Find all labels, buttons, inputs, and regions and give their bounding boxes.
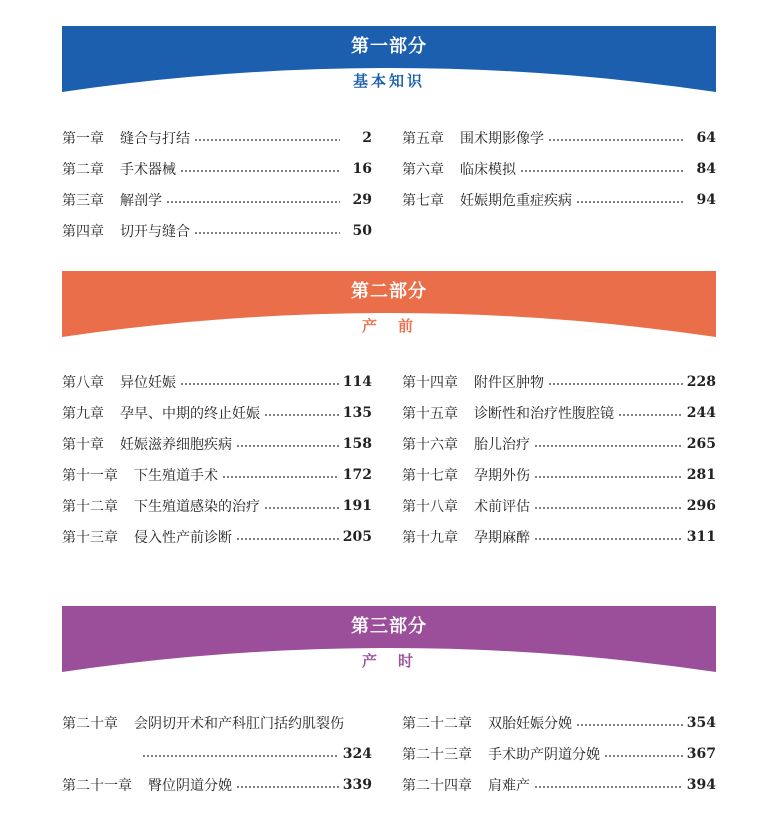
toc-entry[interactable] [402, 465, 716, 485]
chapter-number: 第十一章 [62, 468, 118, 484]
part-1-subtitle: 基本知识 [352, 72, 425, 90]
leader-dots [264, 507, 339, 509]
chapter-title: 会阴切开术和产科肛门括约肌裂伤 [134, 716, 344, 732]
page-number: 84 [696, 161, 716, 177]
leader-dots [180, 383, 339, 385]
part-2-section [62, 271, 716, 546]
toc-entry[interactable] [62, 434, 372, 454]
leader-dots [236, 445, 339, 447]
leader-dots [166, 201, 340, 203]
leader-dots [264, 414, 339, 416]
chapter-number: 第四章 [62, 224, 104, 240]
chapter-title: 侵入性产前诊断 [134, 530, 232, 546]
page-number: 64 [696, 130, 716, 146]
page-number: 114 [342, 374, 372, 390]
leader-dots [236, 538, 339, 540]
part-2-title: 第二部分 [351, 281, 427, 302]
part-2-subtitle: 产 前 [361, 317, 416, 335]
chapter-number: 第十六章 [402, 437, 458, 453]
chapter-number: 第八章 [62, 375, 104, 391]
toc-entry[interactable] [62, 496, 372, 516]
chapter-title: 手术助产阴道分娩 [488, 747, 600, 763]
leader-dots [534, 445, 683, 447]
toc-entry[interactable] [62, 527, 372, 547]
toc-entry[interactable] [62, 775, 372, 795]
page-number: 16 [352, 161, 372, 177]
part-1-title: 第一部分 [351, 36, 427, 57]
chapter-number: 第五章 [402, 131, 444, 147]
toc-entry[interactable] [402, 496, 716, 516]
toc-entry[interactable] [402, 159, 716, 179]
leader-dots [548, 139, 684, 141]
chapter-title: 附件区肿物 [474, 375, 544, 391]
toc-entry[interactable] [402, 128, 716, 148]
page-number: 158 [342, 436, 372, 452]
leader-dots [534, 538, 683, 540]
chapter-number: 第九章 [62, 406, 104, 422]
chapter-title: 孕早、中期的终止妊娠 [120, 406, 260, 422]
chapter-title: 双胎妊娠分娩 [488, 716, 572, 732]
chapter-number: 第十八章 [402, 499, 458, 515]
leader-dots [534, 507, 683, 509]
chapter-title: 围术期影像学 [460, 131, 544, 147]
chapter-number: 第一章 [62, 131, 104, 147]
page-number: 228 [686, 374, 716, 390]
toc-entry[interactable] [62, 372, 372, 392]
leader-dots [604, 755, 683, 757]
chapter-title: 缝合与打结 [120, 131, 190, 147]
chapter-title: 胎儿治疗 [474, 437, 530, 453]
page-number: 394 [686, 777, 716, 793]
leader-dots [142, 755, 339, 757]
toc-entry[interactable] [402, 190, 716, 210]
chapter-title: 异位妊娠 [120, 375, 176, 391]
part-3-subtitle: 产 时 [361, 652, 416, 670]
toc-entry[interactable] [402, 434, 716, 454]
chapter-number: 第十九章 [402, 530, 458, 546]
page-number: 191 [342, 498, 372, 514]
leader-dots [194, 232, 340, 234]
chapter-number: 第十五章 [402, 406, 458, 422]
page-number: 311 [686, 529, 716, 545]
page-number: 172 [342, 467, 372, 483]
chapter-title: 孕期麻醉 [474, 530, 530, 546]
page-number: 244 [686, 405, 716, 421]
toc-entry[interactable] [62, 159, 372, 179]
chapter-title: 孕期外伤 [474, 468, 530, 484]
leader-dots [520, 170, 684, 172]
chapter-title: 术前评估 [474, 499, 530, 515]
chapter-number: 第二十一章 [62, 778, 132, 794]
leader-dots [180, 170, 340, 172]
page-number: 281 [686, 467, 716, 483]
part-2-banner [62, 271, 716, 337]
chapter-number: 第十七章 [402, 468, 458, 484]
part-3-banner [62, 606, 716, 672]
chapter-number: 第三章 [62, 193, 104, 209]
toc-entry[interactable] [402, 527, 716, 547]
chapter-number: 第二十三章 [402, 747, 472, 763]
page-number: 339 [342, 777, 372, 793]
page-number: 324 [342, 746, 372, 762]
part-3-title: 第三部分 [351, 616, 427, 637]
page-number: 94 [696, 192, 716, 208]
page-number: 29 [352, 192, 372, 208]
chapter-number: 第十三章 [62, 530, 118, 546]
chapter-title: 肩难产 [488, 778, 530, 794]
leader-dots [534, 476, 683, 478]
chapter-title: 手术器械 [120, 162, 176, 178]
chapter-title: 臀位阴道分娩 [148, 778, 232, 794]
chapter-number: 第二十章 [62, 716, 118, 732]
chapter-number: 第二十二章 [402, 716, 472, 732]
part-1-section [62, 26, 716, 240]
chapter-number: 第十四章 [402, 375, 458, 391]
toc-entry[interactable] [62, 221, 372, 241]
chapter-number: 第十章 [62, 437, 104, 453]
toc-entry[interactable] [402, 775, 716, 795]
leader-dots [222, 476, 339, 478]
leader-dots [194, 139, 340, 141]
chapter-number: 第二章 [62, 162, 104, 178]
toc-entry-continuation[interactable] [62, 744, 372, 764]
page-number: 296 [686, 498, 716, 514]
page-number: 135 [342, 405, 372, 421]
toc-entry[interactable] [62, 403, 372, 423]
toc-entry[interactable] [402, 403, 716, 423]
chapter-number: 第十二章 [62, 499, 118, 515]
leader-dots [548, 383, 683, 385]
page-number: 265 [686, 436, 716, 452]
chapter-title: 下生殖道手术 [134, 468, 218, 484]
chapter-number: 第六章 [402, 162, 444, 178]
page-number: 50 [352, 223, 372, 239]
page-number: 354 [686, 715, 716, 731]
toc-entry[interactable] [62, 190, 372, 210]
leader-dots [576, 201, 684, 203]
part-1-banner [62, 26, 716, 92]
leader-dots [576, 724, 683, 726]
chapter-title: 临床模拟 [460, 162, 516, 178]
part-3-section [62, 606, 716, 794]
toc-entry[interactable] [62, 713, 372, 733]
chapter-number: 第七章 [402, 193, 444, 209]
chapter-title: 诊断性和治疗性腹腔镜 [474, 406, 614, 422]
toc-entry[interactable] [402, 744, 716, 764]
chapter-number: 第二十四章 [402, 778, 472, 794]
page-number: 367 [686, 746, 716, 762]
leader-dots [618, 414, 683, 416]
chapter-title: 妊娠滋养细胞疾病 [120, 437, 232, 453]
toc-entry[interactable] [62, 465, 372, 485]
chapter-title: 下生殖道感染的治疗 [134, 499, 260, 515]
page-number: 205 [342, 529, 372, 545]
toc-entry[interactable] [402, 372, 716, 392]
chapter-title: 解剖学 [120, 193, 162, 209]
chapter-title: 妊娠期危重症疾病 [460, 193, 572, 209]
toc-entry[interactable] [402, 713, 716, 733]
leader-dots [534, 786, 683, 788]
leader-dots [236, 786, 339, 788]
chapter-title: 切开与缝合 [120, 224, 190, 240]
toc-entry[interactable] [62, 128, 372, 148]
page-number: 2 [362, 130, 372, 146]
